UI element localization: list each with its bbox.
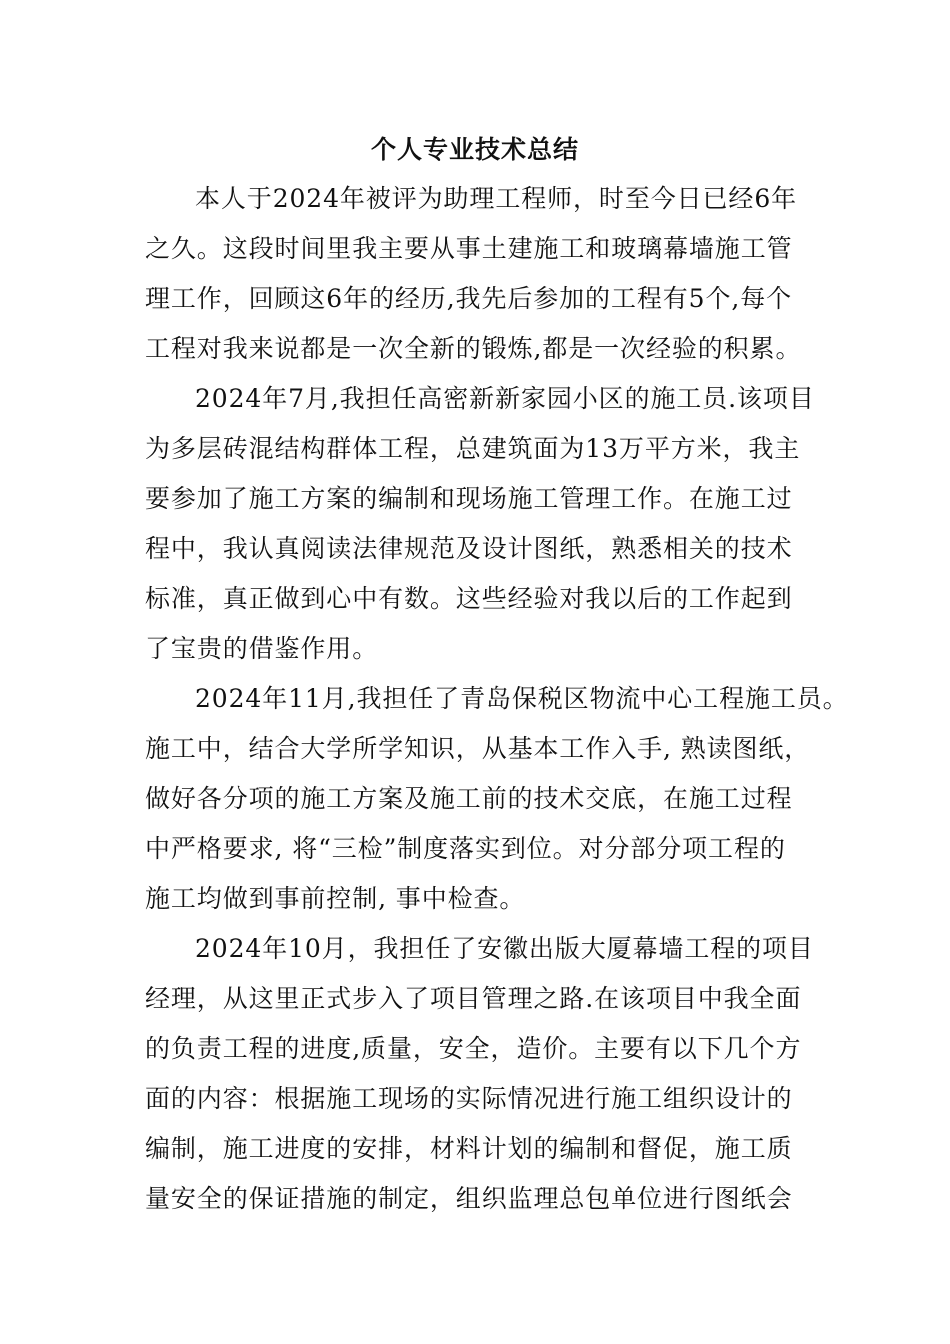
text-line: 施工中，结合大学所学知识，从基本工作入手, 熟读图纸， <box>145 734 811 763</box>
text-line: 编制，施工进度的安排，材料计划的编制和督促，施工质 <box>145 1134 793 1163</box>
text-line: 之久。这段时间里我主要从事土建施工和玻璃幕墙施工管 <box>145 234 793 263</box>
text-line: 中严格要求, 将“三检”制度落实到位。对分部分项工程的 <box>145 834 786 863</box>
text-line: 为多层砖混结构群体工程，总建筑面为13万平方米，我主 <box>145 434 801 463</box>
text-line: 标准，真正做到心中有数。这些经验对我以后的工作起到 <box>145 584 793 613</box>
text-line: 量安全的保证措施的制定，组织监理总包单位进行图纸会 <box>145 1184 793 1213</box>
text-line: 施工均做到事前控制, 事中检查。 <box>145 884 526 913</box>
text-line: 要参加了施工方案的编制和现场施工管理工作。在施工过 <box>145 484 793 513</box>
document-title: 个人专业技术总结 <box>370 135 579 164</box>
text-line: 经理，从这里正式步入了项目管理之路.在该项目中我全面 <box>145 984 802 1013</box>
text-line: 做好各分项的施工方案及施工前的技术交底，在施工过程 <box>145 784 793 813</box>
text-line: 2024年7月,我担任高密新新家园小区的施工员.该项目 <box>195 384 815 413</box>
text-line: 本人于2024年被评为助理工程师，时至今日已经6年 <box>195 184 798 213</box>
text-line: 理工作，回顾这6年的经历,我先后参加的工程有5个,每个 <box>145 284 793 313</box>
text-line: 的负责工程的进度,质量，安全，造价。主要有以下几个方 <box>145 1034 802 1063</box>
text-line: 工程对我来说都是一次全新的锻炼,都是一次经验的积累。 <box>145 334 802 363</box>
text-line: 程中，我认真阅读法律规范及设计图纸，熟悉相关的技术 <box>145 534 793 563</box>
text-line: 2024年11月,我担任了青岛保税区物流中心工程施工员。 <box>195 684 849 713</box>
text-line: 2024年10月，我担任了安徽出版大厦幕墙工程的项目 <box>195 934 814 963</box>
text-line: 了宝贵的借鉴作用。 <box>145 634 379 663</box>
text-line: 面的内容：根据施工现场的实际情况进行施工组织设计的 <box>145 1084 793 1113</box>
